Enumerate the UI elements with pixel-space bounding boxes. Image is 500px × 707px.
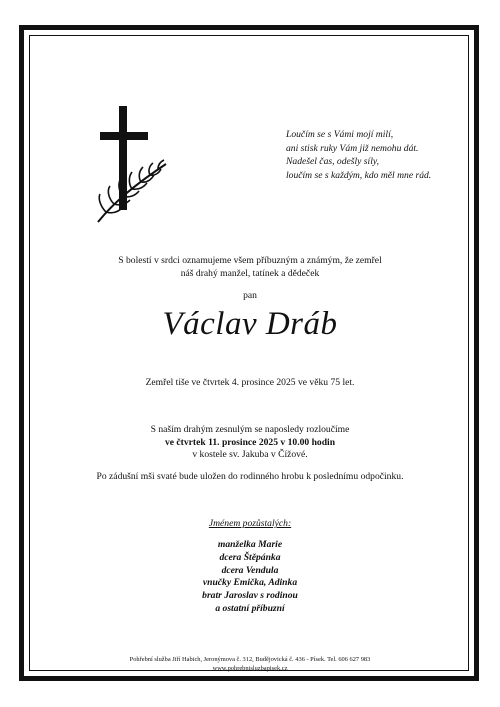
announcement-line: S bolestí v srdci oznamujeme všem příbuzným a známým, že zemřel xyxy=(118,255,382,266)
announcement-line: náš drahý manžel, tatínek a dědeček xyxy=(180,267,320,279)
mourners-heading: Jménem pozůstalých: xyxy=(208,518,292,529)
footer-address: Pohřební služba Jiří Habich, Jeronýmova č. 312, Budějovická č. 436 - Písek. Tel. 606 627 983 xyxy=(129,656,371,663)
mourner: manželka Marie xyxy=(217,539,283,550)
title-prefix: pan xyxy=(243,290,257,301)
poem-line: loučím se s každým, kdo měl mne rád. xyxy=(286,169,432,181)
farewell-block xyxy=(0,424,500,462)
mourner: bratr Jaroslav s rodinou xyxy=(202,590,298,602)
burial-note: Po zádušní mši svaté bude uložen do rodinného hrobu k poslednímu odpočinku. xyxy=(96,471,404,482)
death-info: Zemřel tiše ve čtvrtek 4. prosince 2025 ve věku 75 let. xyxy=(145,377,355,388)
footer xyxy=(0,655,500,673)
poem-line: ani stisk ruky Vám již nemohu dát. xyxy=(286,142,419,154)
mourner: dcera Štěpánka xyxy=(219,551,281,563)
poem-line: Nadešel čas, odešly síly, xyxy=(286,156,379,168)
mourners-list xyxy=(0,539,500,616)
poem-line: Loučím se s Vámi mojí milí, xyxy=(286,129,394,140)
cross-with-palm-icon xyxy=(92,98,182,228)
mourner: a ostatní příbuzní xyxy=(215,602,285,614)
announcement xyxy=(0,255,500,280)
farewell-place: v kostele sv. Jakuba v Čížové. xyxy=(192,449,308,460)
farewell-date-time: ve čtvrtek 11. prosince 2025 v 10.00 hodin xyxy=(164,436,336,448)
farewell-line: S naším drahým zesnulým se naposledy rozloučíme xyxy=(150,424,350,435)
mourner: dcera Vendula xyxy=(221,564,279,576)
poem xyxy=(286,128,466,182)
footer-website: www.pohrebnisluzbapisek.cz xyxy=(212,665,288,672)
mourner: vnučky Emička, Adinka xyxy=(202,577,298,589)
deceased-name: Václav Dráb xyxy=(162,306,338,342)
